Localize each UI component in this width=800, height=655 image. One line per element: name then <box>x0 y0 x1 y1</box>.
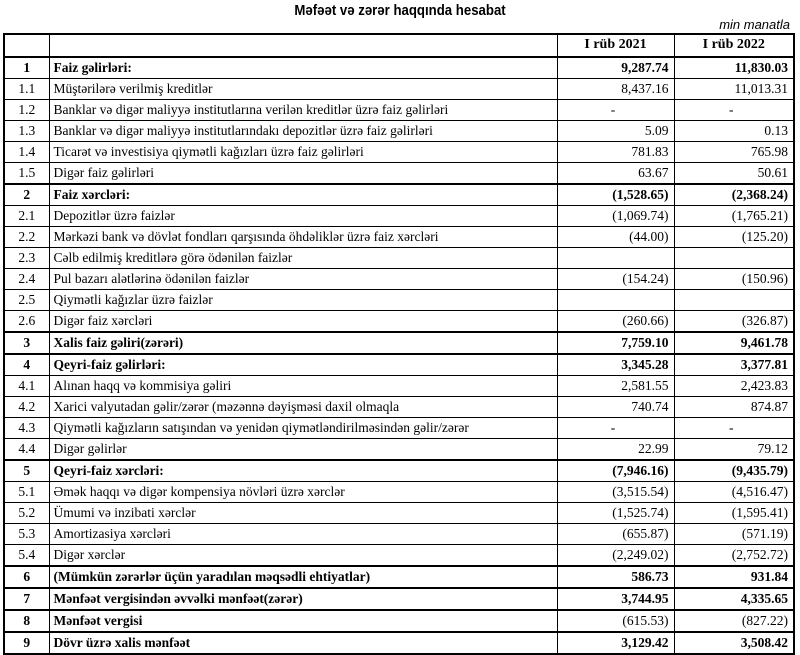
value-cell-2021: 781.83 <box>557 142 674 163</box>
row-label-cell: Ümumi və inzibati xərclər <box>49 503 557 524</box>
header-cell-period-2021: I rüb 2021 <box>557 34 674 57</box>
row-label-cell: Faiz gəlirləri: <box>49 57 557 79</box>
row-label-cell: Banklar və digər maliyyə institutlarındakı depozitlər üzrə faiz gəlirləri <box>49 121 557 142</box>
value-cell-2022: 9,461.78 <box>674 332 794 354</box>
table-row <box>4 79 794 100</box>
value-cell-2022: 11,830.03 <box>674 57 794 79</box>
row-number-cell: 2.4 <box>4 269 49 290</box>
value-cell-2022: 4,335.65 <box>674 588 794 610</box>
row-number-cell: 9 <box>4 632 49 654</box>
value-cell-2022: (1,595.41) <box>674 503 794 524</box>
row-label-cell: Qeyri-faiz gəlirləri: <box>49 354 557 376</box>
value-cell-2021: 3,129.42 <box>557 632 674 654</box>
value-cell-2022: 11,013.31 <box>674 79 794 100</box>
row-number-cell: 4.1 <box>4 376 49 397</box>
table-row <box>4 290 794 311</box>
row-number-cell: 6 <box>4 566 49 588</box>
row-number-cell: 2.5 <box>4 290 49 311</box>
row-label-cell: Mərkəzi bank və dövlət fondları qarşısında öhdəliklər üzrə faiz xərcləri <box>49 227 557 248</box>
row-label-cell: Pul bazarı alətlərinə ödənilən faizlər <box>49 269 557 290</box>
value-cell-2021: - <box>557 418 674 439</box>
value-cell-2022: - <box>674 100 794 121</box>
value-cell-2021: 8,437.16 <box>557 79 674 100</box>
table-row <box>4 545 794 567</box>
row-number-cell: 2 <box>4 184 49 206</box>
table-row <box>4 439 794 461</box>
row-label-cell: Digər xərclər <box>49 545 557 567</box>
value-cell-2021: (1,528.65) <box>557 184 674 206</box>
row-label-cell: Dövr üzrə xalis mənfəət <box>49 632 557 654</box>
row-number-cell: 4.2 <box>4 397 49 418</box>
page-title-text: Məfəət və zərər haqqında hesabat <box>294 2 506 19</box>
row-label-cell: Qeyri-faiz xərcləri: <box>49 460 557 482</box>
value-cell-2022: 79.12 <box>674 439 794 461</box>
table-row <box>4 482 794 503</box>
value-cell-2021: (3,515.54) <box>557 482 674 503</box>
value-cell-2022: 765.98 <box>674 142 794 163</box>
table-row <box>4 227 794 248</box>
table-row <box>4 632 794 654</box>
table-row <box>4 610 794 632</box>
row-label-cell: Cəlb edilmiş kreditlərə görə ödənilən faizlər <box>49 248 557 269</box>
value-cell-2022: (2,752.72) <box>674 545 794 567</box>
value-cell-2022: (125.20) <box>674 227 794 248</box>
value-cell-2021: (154.24) <box>557 269 674 290</box>
table-row <box>4 376 794 397</box>
table-row <box>4 163 794 185</box>
row-number-cell: 4.3 <box>4 418 49 439</box>
row-number-cell: 1.2 <box>4 100 49 121</box>
value-cell-2022: 0.13 <box>674 121 794 142</box>
table-row <box>4 142 794 163</box>
row-number-cell: 2.2 <box>4 227 49 248</box>
row-number-cell: 1.4 <box>4 142 49 163</box>
row-label-cell: Alınan haqq və kommisiya gəliri <box>49 376 557 397</box>
value-cell-2022: (9,435.79) <box>674 460 794 482</box>
row-number-cell: 4.4 <box>4 439 49 461</box>
value-cell-2022: (571.19) <box>674 524 794 545</box>
row-number-cell: 1.3 <box>4 121 49 142</box>
row-label-cell: Digər faiz gəlirləri <box>49 163 557 185</box>
value-cell-2021: 5.09 <box>557 121 674 142</box>
value-cell-2022: - <box>674 418 794 439</box>
table-row <box>4 503 794 524</box>
value-cell-2022: 2,423.83 <box>674 376 794 397</box>
value-cell-2021: (655.87) <box>557 524 674 545</box>
value-cell-2022: 3,508.42 <box>674 632 794 654</box>
row-number-cell: 4 <box>4 354 49 376</box>
table-row <box>4 588 794 610</box>
row-number-cell: 1.1 <box>4 79 49 100</box>
value-cell-2022: (827.22) <box>674 610 794 632</box>
row-label-cell: Digər faiz xərcləri <box>49 311 557 333</box>
table-row <box>4 524 794 545</box>
header-cell-period-2022: I rüb 2022 <box>674 34 794 57</box>
value-cell-2021: 9,287.74 <box>557 57 674 79</box>
table-row <box>4 332 794 354</box>
value-cell-2021: 3,345.28 <box>557 354 674 376</box>
row-number-cell: 5.3 <box>4 524 49 545</box>
value-cell-2021: (260.66) <box>557 311 674 333</box>
value-cell-2022: 931.84 <box>674 566 794 588</box>
value-cell-2021: 2,581.55 <box>557 376 674 397</box>
row-label-cell: Xalis faiz gəliri(zərəri) <box>49 332 557 354</box>
value-cell-2022: 874.87 <box>674 397 794 418</box>
table-row <box>4 100 794 121</box>
row-label-cell: Banklar və digər maliyyə institutlarına verilən kreditlər üzrə faiz gəlirləri <box>49 100 557 121</box>
table-row <box>4 206 794 227</box>
table-row <box>4 397 794 418</box>
value-cell-2021: (7,946.16) <box>557 460 674 482</box>
value-cell-2022: (4,516.47) <box>674 482 794 503</box>
row-number-cell: 5.1 <box>4 482 49 503</box>
row-number-cell: 3 <box>4 332 49 354</box>
row-number-cell: 2.1 <box>4 206 49 227</box>
row-label-cell: Müştərilərə verilmiş kreditlər <box>49 79 557 100</box>
row-label-cell: Mənfəət vergisindən əvvəlki mənfəət(zərər) <box>49 588 557 610</box>
row-number-cell: 2.6 <box>4 311 49 333</box>
row-label-cell: Mənfəət vergisi <box>49 610 557 632</box>
row-number-cell: 5.2 <box>4 503 49 524</box>
value-cell-2021: - <box>557 100 674 121</box>
value-cell-2022 <box>674 248 794 269</box>
value-cell-2022 <box>674 290 794 311</box>
table-row <box>4 566 794 588</box>
value-cell-2021: (1,069.74) <box>557 206 674 227</box>
profit-loss-table <box>3 33 795 655</box>
value-cell-2022: (2,368.24) <box>674 184 794 206</box>
value-cell-2021: 63.67 <box>557 163 674 185</box>
table-row <box>4 121 794 142</box>
value-cell-2021: 7,759.10 <box>557 332 674 354</box>
value-cell-2021: 740.74 <box>557 397 674 418</box>
row-label-cell: Qiymətli kağızlar üzrə faizlər <box>49 290 557 311</box>
row-number-cell: 1 <box>4 57 49 79</box>
unit-note: min manatla <box>719 17 790 32</box>
value-cell-2021: (615.53) <box>557 610 674 632</box>
row-label-cell: Qiymətli kağızların satışından və yenidən qiymətləndirilməsindən gəlir/zərər <box>49 418 557 439</box>
row-label-cell: Amortizasiya xərcləri <box>49 524 557 545</box>
row-label-cell: Faiz xərcləri: <box>49 184 557 206</box>
table-row <box>4 460 794 482</box>
table-row <box>4 311 794 333</box>
row-number-cell: 5 <box>4 460 49 482</box>
value-cell-2021: 22.99 <box>557 439 674 461</box>
value-cell-2021 <box>557 248 674 269</box>
header-cell-number <box>4 34 49 57</box>
value-cell-2021: (2,249.02) <box>557 545 674 567</box>
row-label-cell: Digər gəlirlər <box>49 439 557 461</box>
row-number-cell: 2.3 <box>4 248 49 269</box>
row-number-cell: 5.4 <box>4 545 49 567</box>
value-cell-2022: (150.96) <box>674 269 794 290</box>
table-row <box>4 248 794 269</box>
value-cell-2021: (1,525.74) <box>557 503 674 524</box>
row-label-cell: Ticarət və investisiya qiymətli kağızları üzrə faiz gəlirləri <box>49 142 557 163</box>
row-label-cell: Depozitlər üzrə faizlər <box>49 206 557 227</box>
value-cell-2021: 3,744.95 <box>557 588 674 610</box>
value-cell-2022: 3,377.81 <box>674 354 794 376</box>
value-cell-2021 <box>557 290 674 311</box>
value-cell-2022: (1,765.21) <box>674 206 794 227</box>
table-row <box>4 418 794 439</box>
header-cell-description <box>49 34 557 57</box>
table-row <box>4 184 794 206</box>
table-row <box>4 57 794 79</box>
value-cell-2021: 586.73 <box>557 566 674 588</box>
row-number-cell: 1.5 <box>4 163 49 185</box>
table-row <box>4 354 794 376</box>
value-cell-2022: (326.87) <box>674 311 794 333</box>
table-row <box>4 269 794 290</box>
row-number-cell: 8 <box>4 610 49 632</box>
value-cell-2021: (44.00) <box>557 227 674 248</box>
table-header-row <box>4 34 794 57</box>
row-label-cell: Xarici valyutadan gəlir/zərər (məzənnə dəyişməsi daxil olmaqla <box>49 397 557 418</box>
row-label-cell: Əmək haqqı və digər kompensiya növləri üzrə xərclər <box>49 482 557 503</box>
value-cell-2022: 50.61 <box>674 163 794 185</box>
row-label-cell: (Mümkün zərərlər üçün yaradılan məqsədli ehtiyatlar) <box>49 566 557 588</box>
row-number-cell: 7 <box>4 588 49 610</box>
